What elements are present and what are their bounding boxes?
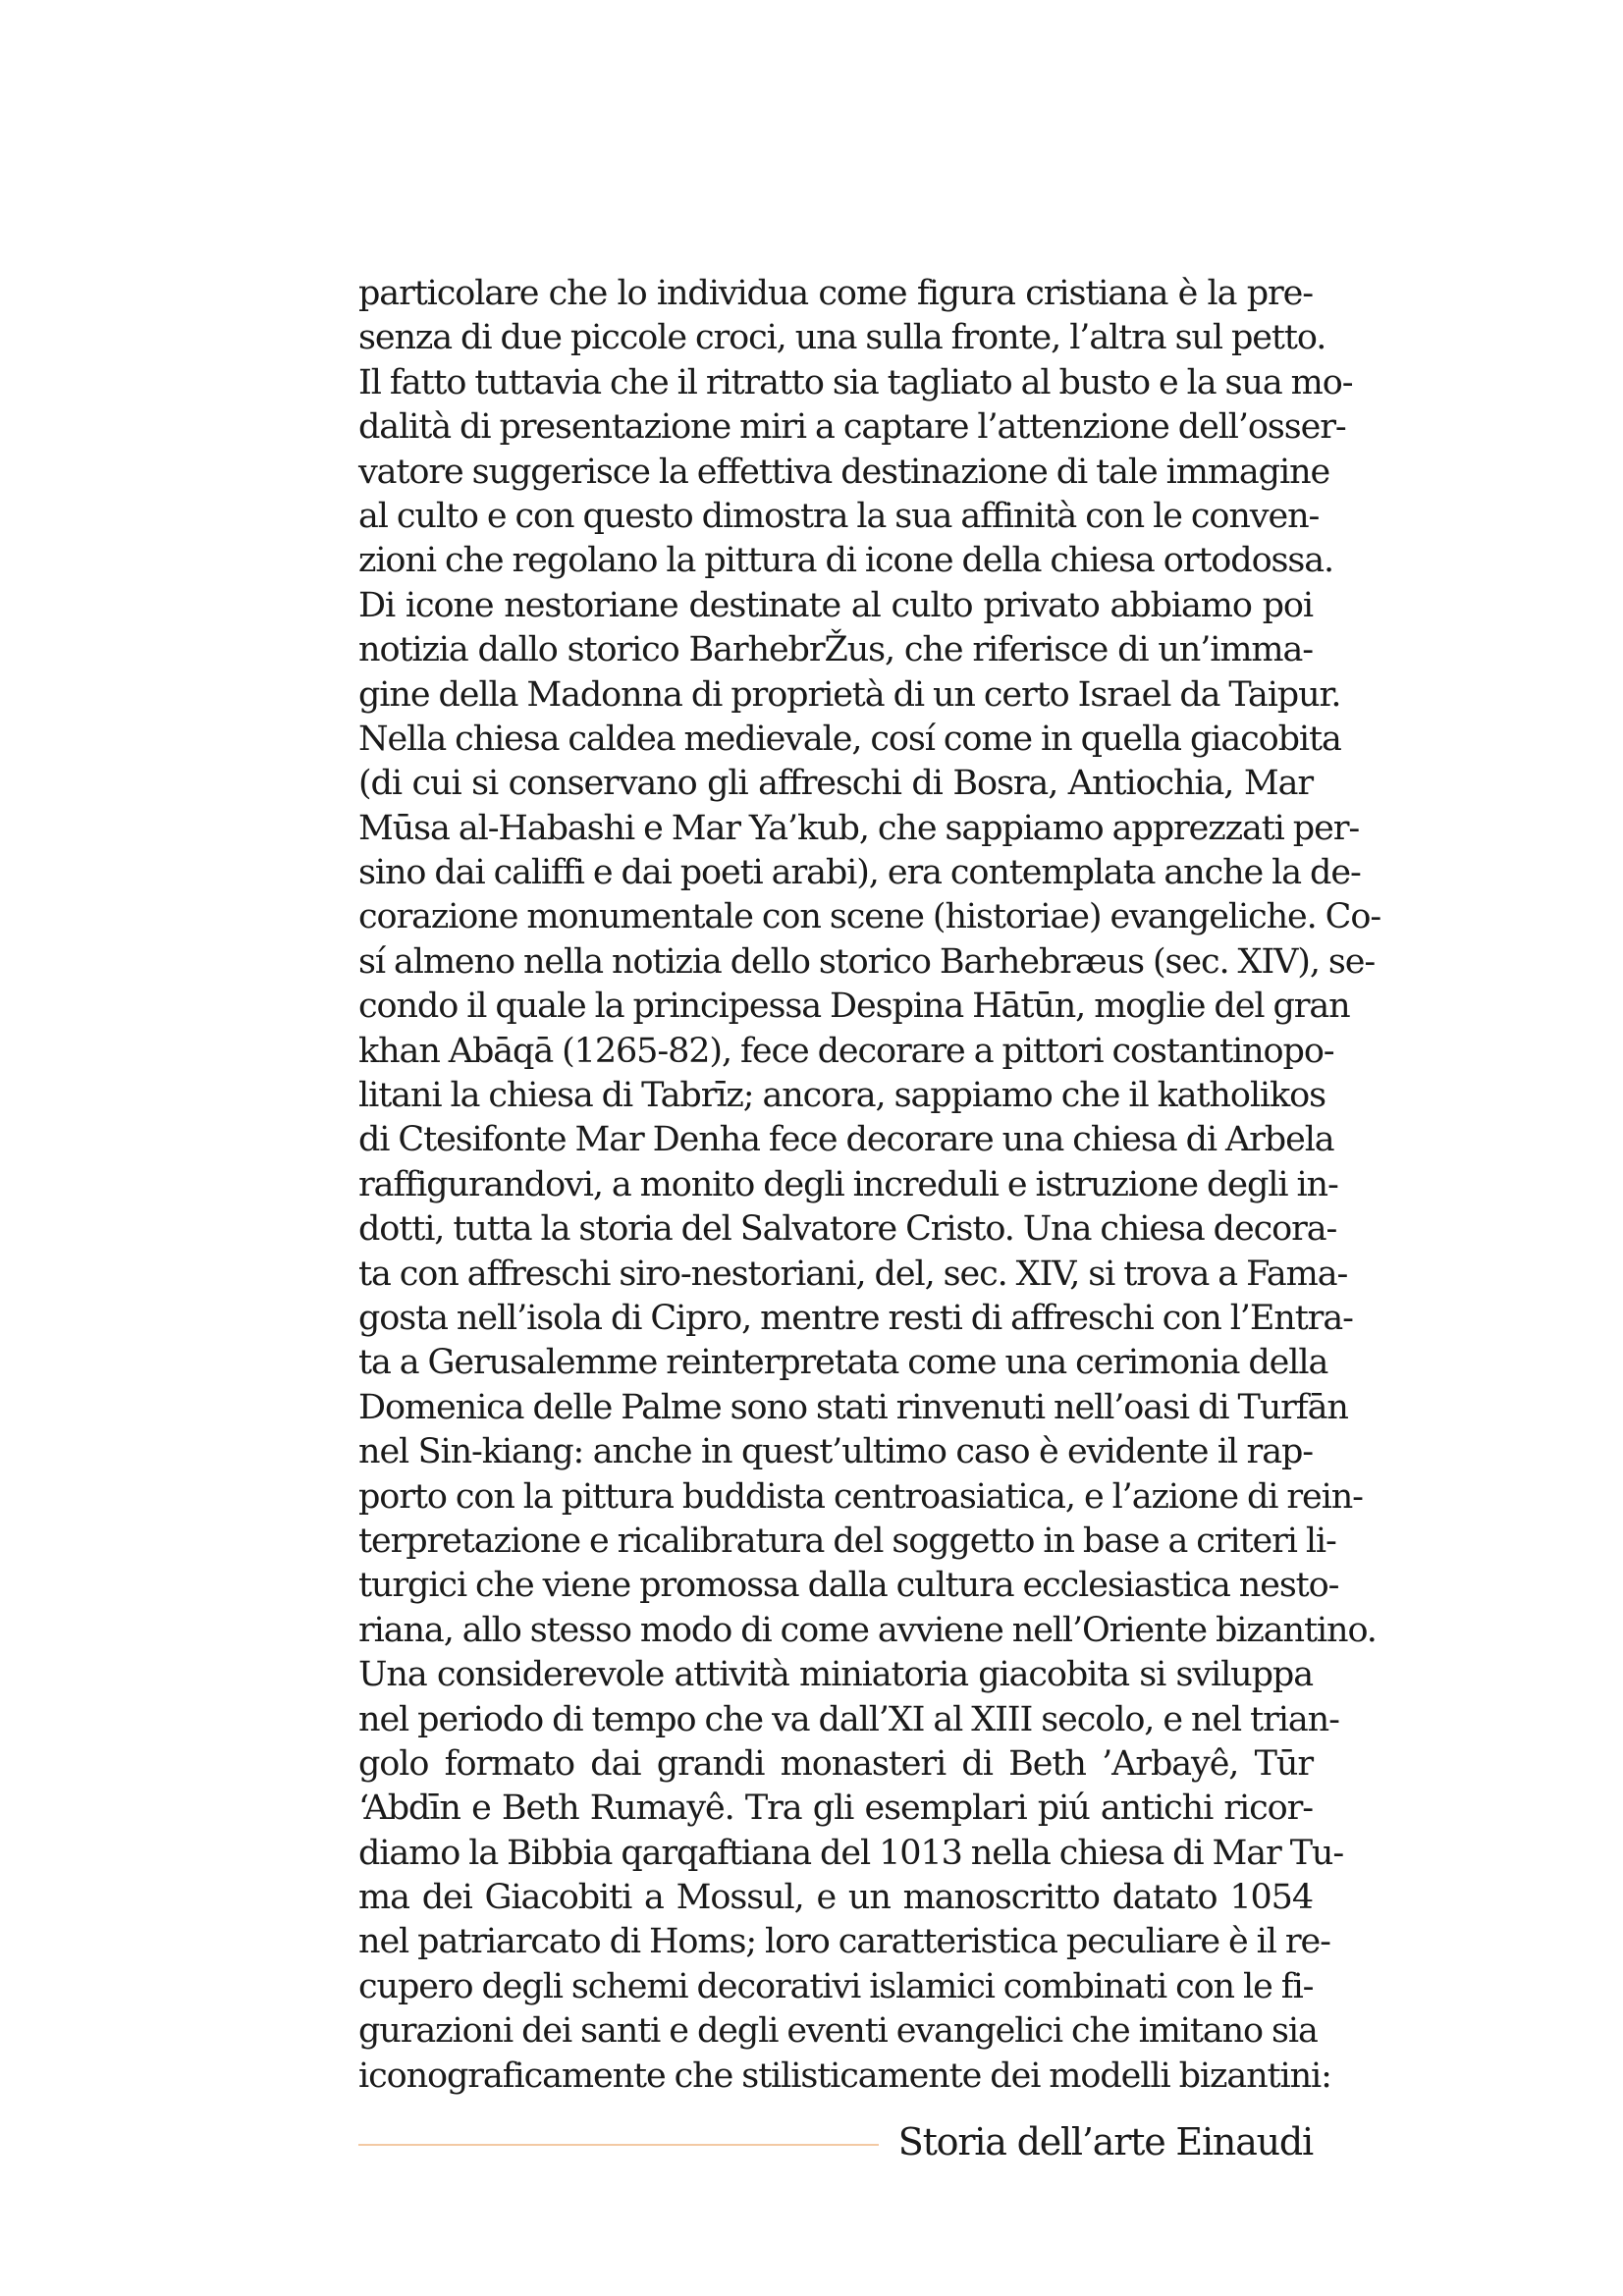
body-text-column xyxy=(358,272,1381,2099)
text-line: Domenica delle Palme sono stati rinvenuti nell’oasi di Turfān xyxy=(358,1387,1348,1427)
text-line: particolare che lo individua come figura cristiana è la pre- xyxy=(358,274,1313,313)
text-line: terpretazione e ricalibratura del soggetto in base a criteri li- xyxy=(358,1521,1336,1561)
text-line: senza di due piccole croci, una sulla fronte, l’altra sul petto. xyxy=(358,318,1326,358)
text-line: corazione monumentale con scene (historiae) evangeliche. Co- xyxy=(358,897,1381,937)
text-line: nel patriarcato di Homs; loro caratteristica peculiare è il re- xyxy=(358,1922,1330,1962)
text-line: Mūsa al-Habashi e Mar Ya’kub, che sappiamo apprezzati per- xyxy=(358,808,1360,848)
footer-title: Storia dell’arte Einaudi xyxy=(897,2120,1313,2163)
text-line: vatore suggerisce la effettiva destinazione di tale immagine xyxy=(358,452,1330,492)
text-line: dotti, tutta la storia del Salvatore Cristo. Una chiesa decora- xyxy=(358,1209,1337,1250)
text-line: nel periodo di tempo che va dall’XI al XIII secolo, e nel trian- xyxy=(358,1699,1339,1739)
text-line: golo formato dai grandi monasteri di Beth ’Arbayê, Tūr xyxy=(358,1743,1313,1784)
text-line: Di icone nestoriane destinate al culto privato abbiamo poi xyxy=(358,585,1313,625)
text-line: al culto e con questo dimostra la sua affinità con le conven- xyxy=(358,496,1320,536)
text-line: ma dei Giacobiti a Mossul, e un manoscritto datato 1054 xyxy=(358,1878,1313,1918)
text-line: ta a Gerusalemme reinterpretata come una cerimonia della xyxy=(358,1343,1328,1383)
text-line: Nella chiesa caldea medievale, cosí come in quella giacobita xyxy=(358,719,1341,759)
text-line: (di cui si conservano gli affreschi di Bosra, Antiochia, Mar xyxy=(358,764,1313,804)
text-line: condo il quale la principessa Despina Hātūn, moglie del gran xyxy=(358,987,1350,1027)
text-line: ‘Abdīn e Beth Rumayê. Tra gli esemplari piú antichi ricor- xyxy=(358,1789,1313,1829)
text-line: khan Abāqā (1265-82), fece decorare a pittori costantinopo- xyxy=(358,1031,1334,1071)
text-line: gine della Madonna di proprietà di un certo Israel da Taipur. xyxy=(358,674,1341,715)
text-line: riana, allo stesso modo di come avviene nell’Oriente bizantino. xyxy=(358,1610,1377,1650)
text-line: notizia dallo storico BarhebrŽus, che riferisce di un’imma- xyxy=(358,630,1313,670)
text-line: sí almeno nella notizia dello storico Barhebræus (sec. XIV), se- xyxy=(358,941,1376,982)
text-line: diamo la Bibbia qarqaftiana del 1013 nella chiesa di Mar Tu- xyxy=(358,1833,1344,1873)
text-line: dalità di presentazione miri a captare l’attenzione dell’osser- xyxy=(358,407,1346,448)
text-line: gurazioni dei santi e degli eventi evangelici che imitano sia xyxy=(358,2011,1318,2052)
text-line: turgici che viene promossa dalla cultura ecclesiastica nesto- xyxy=(358,1566,1339,1606)
text-line: nel Sin-kiang: anche in quest’ultimo caso è evidente il rap- xyxy=(358,1432,1313,1472)
text-line: di Ctesifonte Mar Denha fece decorare una chiesa di Arbela xyxy=(358,1120,1334,1160)
text-line: cupero degli schemi decorativi islamici combinati con le fi- xyxy=(358,1966,1314,2006)
text-line: iconograficamente che stilisticamente dei modelli bizantini: xyxy=(358,2056,1331,2096)
text-line: ta con affreschi siro-nestoriani, del, sec. XIV, si trova a Fama- xyxy=(358,1254,1348,1294)
text-line: Il fatto tuttavia che il ritratto sia tagliato al busto e la sua mo- xyxy=(358,362,1353,402)
text-line: litani la chiesa di Tabrīz; ancora, sappiamo che il katholikos xyxy=(358,1076,1325,1116)
text-line: raffigurandovi, a monito degli increduli e istruzione degli in- xyxy=(358,1164,1338,1204)
text-line: zioni che regolano la pittura di icone della chiesa ortodossa. xyxy=(358,541,1334,581)
text-line: gosta nell’isola di Cipro, mentre resti di affreschi con l’Entra- xyxy=(358,1298,1353,1338)
text-line: Una considerevole attività miniatoria giacobita si sviluppa xyxy=(358,1655,1313,1695)
text-line: sino dai califfi e dai poeti arabi), era contemplata anche la de- xyxy=(358,853,1361,893)
text-line: porto con la pittura buddista centroasiatica, e l’azione di rein- xyxy=(358,1476,1363,1517)
footer-rule xyxy=(358,2144,879,2146)
